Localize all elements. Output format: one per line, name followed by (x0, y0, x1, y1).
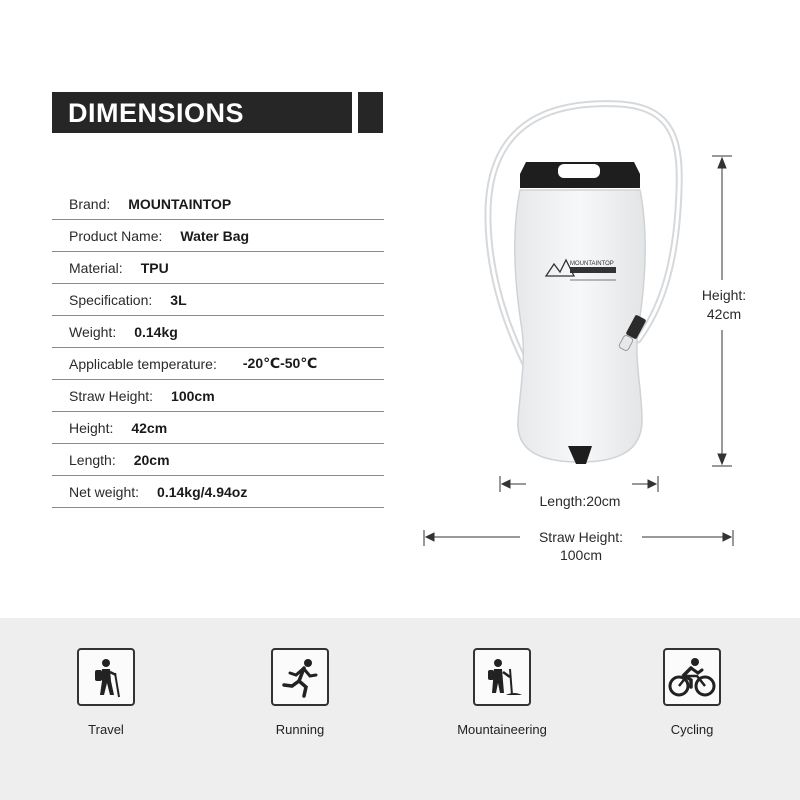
activity-label: Running (275, 722, 325, 737)
spec-label: Weight: (69, 323, 117, 340)
activity-band (0, 618, 800, 800)
spec-value: 100cm (171, 387, 215, 404)
straw-dimension-label (520, 528, 642, 564)
logo-wordmark: MOUNTAINTOP (570, 261, 614, 267)
hiker-icon (77, 648, 135, 706)
length-dimension-line (500, 476, 658, 492)
activity-running (240, 648, 360, 737)
activity-cycling (632, 648, 752, 737)
spec-value: Water Bag (180, 227, 250, 244)
spec-value: 3L (170, 291, 187, 308)
spec-row-brand (52, 188, 384, 220)
runner-icon (271, 648, 329, 706)
activity-label: Travel (88, 722, 124, 737)
spec-row-material (52, 252, 384, 284)
spec-row-product-name (52, 220, 384, 252)
header-accent-block (358, 92, 383, 133)
cyclist-icon (663, 648, 721, 706)
activity-travel (46, 648, 166, 737)
spec-value: -20℃-50℃ (242, 355, 318, 371)
activity-label: Cycling (670, 722, 714, 737)
spec-value: 0.14kg/4.94oz (157, 483, 248, 500)
spec-label: Product Name: (69, 227, 163, 244)
spec-value: MOUNTAINTOP (128, 195, 232, 212)
spec-row-net-weight (52, 476, 384, 508)
spec-row-temperature (52, 348, 384, 380)
height-dimension-label (692, 286, 756, 324)
spec-row-specification (52, 284, 384, 316)
product-illustration (420, 90, 760, 590)
spec-label: Straw Height: (69, 387, 154, 404)
water-bag-diagram (420, 90, 760, 590)
spec-value: 0.14kg (134, 323, 178, 340)
straw-label: Straw Height: (538, 529, 624, 545)
height-label: Height: (701, 287, 747, 303)
spec-label: Material: (69, 259, 123, 276)
spec-label: Length: (69, 451, 116, 468)
spec-row-weight (52, 316, 384, 348)
spec-row-straw-height (52, 380, 384, 412)
spec-label: Net weight: (69, 483, 140, 500)
height-value: 42cm (706, 306, 742, 322)
bag-body (515, 190, 645, 462)
spec-label: Applicable temperature: (69, 355, 217, 372)
spec-label: Specification: (69, 291, 153, 308)
activity-label: Mountaineering (457, 722, 547, 737)
straw-value: 100cm (559, 547, 603, 563)
mountaineer-icon (473, 648, 531, 706)
activity-mountaineering (442, 648, 562, 737)
spec-value: TPU (140, 259, 169, 276)
spec-row-length (52, 444, 384, 476)
spec-value: 42cm (131, 419, 168, 436)
page-title: DIMENSIONS (68, 98, 245, 128)
spec-table (52, 188, 384, 508)
spec-label: Height: (69, 419, 114, 436)
spec-row-height (52, 412, 384, 444)
spec-label: Brand: (69, 195, 111, 212)
length-dimension-label: Length:20cm (526, 492, 634, 510)
spec-value: 20cm (133, 451, 170, 468)
